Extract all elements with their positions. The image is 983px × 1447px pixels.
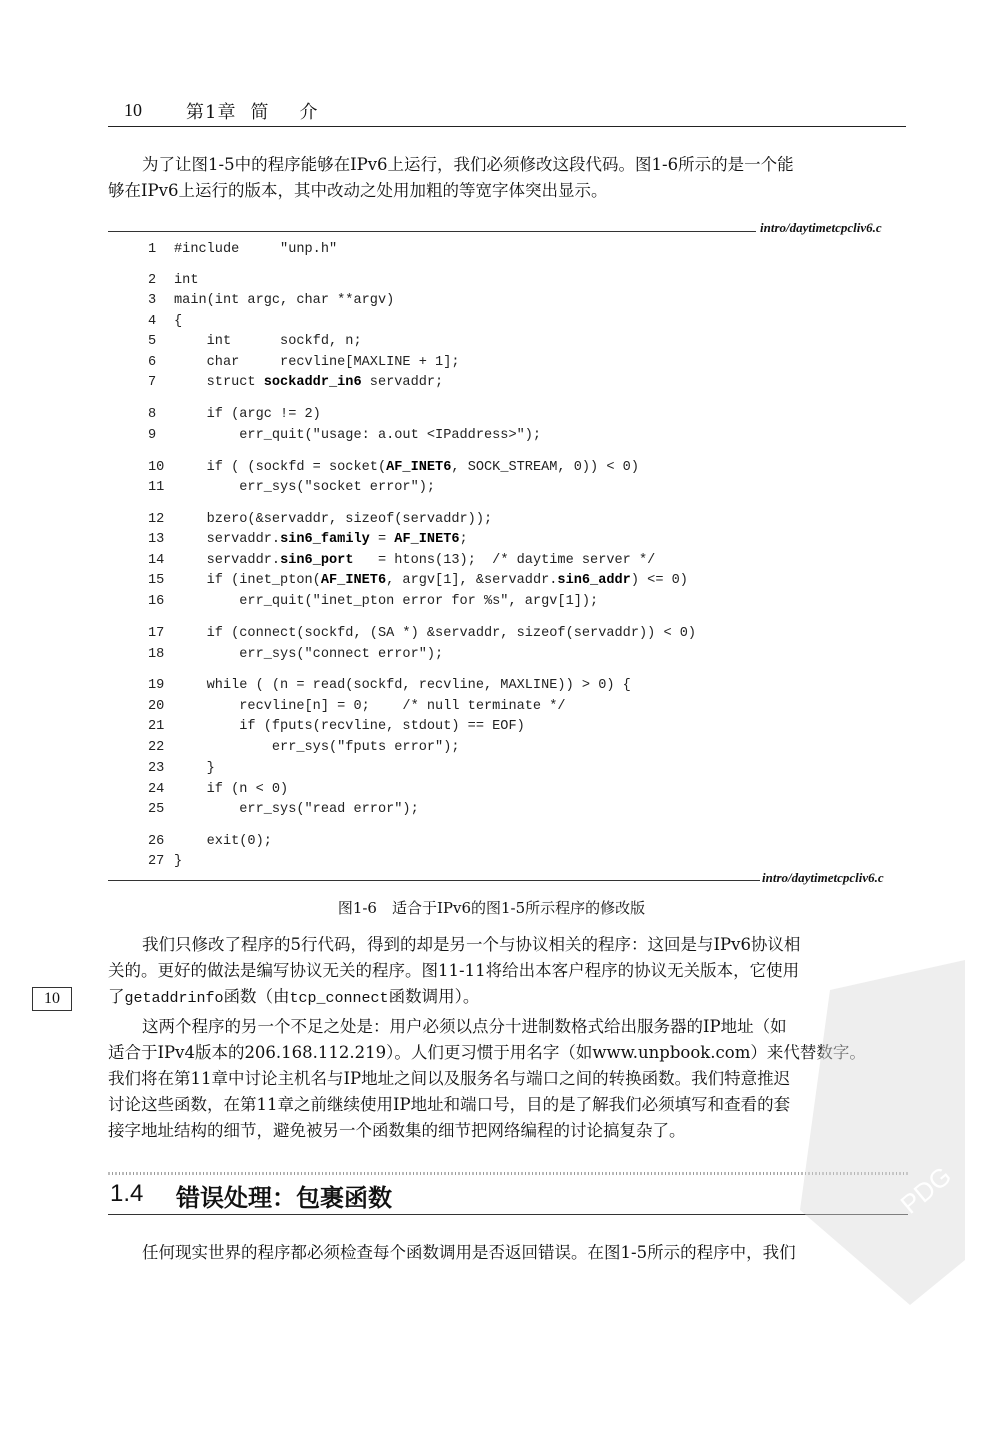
- line-number: 14: [148, 553, 165, 568]
- code-line: [148, 332, 362, 352]
- line-number: 3: [148, 293, 157, 308]
- watermark-text: PDG: [894, 1160, 958, 1220]
- section-title: 错误处理：包裹函数: [176, 1184, 392, 1212]
- code-getaddrinfo: getaddrinfo: [124, 990, 224, 1007]
- figure-filename-top: intro/daytimetcpcliv6.c: [760, 220, 882, 235]
- paragraph-names: [108, 1014, 908, 1144]
- code-text: char recvline[MAXLINE + 1];: [174, 355, 460, 370]
- code-line: [148, 510, 492, 530]
- code-text: int: [174, 273, 199, 288]
- p2-line-3: [108, 984, 908, 1012]
- line-number: 11: [148, 480, 165, 495]
- code-text: , SOCK_STREAM, 0)) < 0): [451, 460, 639, 475]
- code-text: if (fputs(recvline, stdout) == EOF): [174, 719, 525, 734]
- code-line: [148, 312, 182, 332]
- line-number: 13: [148, 532, 165, 547]
- line-number: 5: [148, 334, 157, 349]
- code-highlight: AF_INET6: [320, 573, 387, 588]
- code-text: err_sys("read error");: [174, 802, 419, 817]
- figure-top-rule: [108, 231, 756, 232]
- line-number: 27: [148, 854, 165, 869]
- code-tcp-connect: tcp_connect: [289, 990, 389, 1007]
- p2-line-1: 我们只修改了程序的5行代码，得到的却是另一个与协议相关的程序：这回是与IPv6协议相: [142, 935, 801, 954]
- code-text: , argv[1], &servaddr.: [386, 573, 558, 588]
- code-text: = htons(13); /* daytime server */: [353, 553, 656, 568]
- code-line: [148, 676, 631, 696]
- line-number: 25: [148, 802, 165, 817]
- p2-line-2: 关的。更好的做法是编写协议无关的程序。图11-11将给出本客户程序的协议无关版本，它使用: [108, 961, 800, 980]
- section-heading: [108, 1176, 908, 1215]
- code-line: [148, 645, 443, 665]
- code-text: =: [369, 532, 395, 547]
- code-highlight: sin6_family: [280, 532, 370, 547]
- code-line: [148, 458, 639, 478]
- paragraph-errors: [108, 1240, 908, 1266]
- code-text: err_sys("fputs error");: [174, 740, 460, 755]
- code-text: err_sys("connect error");: [174, 647, 444, 662]
- chapter-title-char-2: 介: [299, 102, 319, 123]
- figure-caption: 图1-6 适合于IPv6的图1-5所示程序的修改版: [337, 899, 646, 917]
- line-number: 12: [148, 512, 165, 527]
- code-highlight: AF_INET6: [394, 532, 460, 547]
- p3-line-5: 接字地址结构的细节，避免被另一个函数集的细节把网络编程的讨论搞复杂了。: [108, 1121, 686, 1140]
- code-text: #include "unp.h": [174, 242, 338, 257]
- code-text: while ( (n = read(sockfd, recvline, MAXLINE)) > 0) {: [174, 678, 631, 693]
- p3-line-1: 这两个程序的另一个不足之处是：用户必须以点分十进制数格式给出服务器的IP地址（如: [142, 1017, 787, 1036]
- chapter-title-char-1: 简: [250, 102, 270, 123]
- line-number: 15: [148, 573, 165, 588]
- code-text: if (n < 0): [174, 782, 289, 797]
- line-number: 2: [148, 273, 157, 288]
- page-number: 10: [124, 100, 142, 120]
- pdg-watermark-logo: [790, 960, 970, 1310]
- code-text: ;: [459, 532, 468, 547]
- code-line: [148, 832, 272, 852]
- code-text: }: [174, 854, 183, 869]
- figure-bottom-rule: [108, 880, 760, 881]
- code-line: [148, 291, 394, 311]
- code-line: [148, 478, 435, 498]
- code-text: if (inet_pton(: [174, 573, 321, 588]
- code-line: [148, 852, 182, 872]
- p2-text: 了: [108, 987, 125, 1006]
- code-line: [148, 738, 460, 758]
- line-number: 16: [148, 594, 165, 609]
- running-header: [108, 98, 906, 127]
- chapter-title: [186, 98, 318, 124]
- code-text: if (connect(sockfd, (SA *) &servaddr, sizeof(servaddr)) < 0): [174, 626, 697, 641]
- code-line: [148, 697, 566, 717]
- p3-line-2: 适合于IPv4版本的206.168.112.219）。人们更习惯于用名字（如www.unpbook.com）来代替数字。: [108, 1043, 866, 1062]
- code-line: [148, 571, 688, 591]
- section-top-rule: [108, 1172, 908, 1175]
- code-line: [148, 800, 419, 820]
- code-text: int sockfd, n;: [174, 334, 362, 349]
- section-number: 1.4: [110, 1180, 144, 1207]
- code-line: [148, 426, 541, 446]
- code-text: if ( (sockfd = socket(: [174, 460, 387, 475]
- code-line: [148, 780, 288, 800]
- watermark-shape: [800, 960, 965, 1305]
- code-line: [148, 271, 198, 291]
- p2-text: 函数（由: [223, 987, 290, 1006]
- code-line: [148, 405, 321, 425]
- line-number: 10: [148, 460, 165, 475]
- code-text: err_quit("usage: a.out <IPaddress>");: [174, 428, 542, 443]
- line-number: 20: [148, 699, 165, 714]
- line-number: 24: [148, 782, 165, 797]
- code-highlight: sockaddr_in6: [263, 375, 362, 390]
- code-line: [148, 353, 460, 373]
- p3-line-3: 我们将在第11章中讨论主机名与IP地址之间以及服务名与端口之间的转换函数。我们特意推迟: [108, 1069, 791, 1088]
- code-line: [148, 759, 215, 779]
- code-text: {: [174, 314, 183, 329]
- code-text: if (argc != 2): [174, 407, 321, 422]
- p3-line-4: 讨论这些函数，在第11章之前继续使用IP地址和端口号，目的是了解我们必须填写和查看的套: [108, 1095, 791, 1114]
- p2-text: 函数调用）。: [388, 987, 480, 1006]
- intro-line-2: 够在IPv6上运行的版本，其中改动之处用加粗的等宽字体突出显示。: [108, 181, 608, 200]
- paragraph-protocol: [108, 932, 908, 1012]
- code-line: [148, 624, 696, 644]
- code-line: [148, 551, 655, 571]
- code-text: struct: [174, 375, 264, 390]
- code-highlight: AF_INET6: [386, 460, 452, 475]
- code-text: servaddr;: [361, 375, 444, 390]
- figure-filename-bottom: intro/daytimetcpcliv6.c: [762, 870, 884, 885]
- line-number: 4: [148, 314, 157, 329]
- code-line: [148, 373, 443, 393]
- margin-page-reference: 10: [32, 987, 72, 1011]
- code-text: servaddr.: [174, 532, 281, 547]
- line-number: 6: [148, 355, 157, 370]
- code-text: recvline[n] = 0; /* null terminate */: [174, 699, 566, 714]
- code-text: exit(0);: [174, 834, 272, 849]
- code-line: [148, 240, 337, 260]
- line-number: 7: [148, 375, 157, 390]
- code-highlight: sin6_addr: [557, 573, 631, 588]
- line-number: 8: [148, 407, 157, 422]
- code-text: err_quit("inet_pton error for %s", argv[1]);: [174, 594, 599, 609]
- code-text: err_sys("socket error");: [174, 480, 436, 495]
- code-line: [148, 717, 525, 737]
- line-number: 22: [148, 740, 165, 755]
- code-text: ) <= 0): [630, 573, 688, 588]
- line-number: 26: [148, 834, 165, 849]
- p4-line-1: 任何现实世界的程序都必须检查每个函数调用是否返回错误。在图1-5所示的程序中，我们: [142, 1243, 796, 1262]
- code-text: bzero(&servaddr, sizeof(servaddr));: [174, 512, 493, 527]
- intro-paragraph: [108, 152, 908, 204]
- chapter-label: 第1章: [186, 102, 237, 123]
- code-text: servaddr.: [174, 553, 281, 568]
- line-number: 9: [148, 428, 157, 443]
- intro-line-1: 为了让图1-5中的程序能够在IPv6上运行，我们必须修改这段代码。图1-6所示的是一个能: [142, 155, 794, 174]
- line-number: 17: [148, 626, 165, 641]
- line-number: 23: [148, 761, 165, 776]
- code-text: }: [174, 761, 215, 776]
- code-line: [148, 592, 598, 612]
- line-number: 18: [148, 647, 165, 662]
- line-number: 21: [148, 719, 165, 734]
- code-text: main(int argc, char **argv): [174, 293, 395, 308]
- line-number: 1: [148, 242, 157, 257]
- code-highlight: sin6_port: [280, 553, 354, 568]
- code-line: [148, 530, 468, 550]
- line-number: 19: [148, 678, 165, 693]
